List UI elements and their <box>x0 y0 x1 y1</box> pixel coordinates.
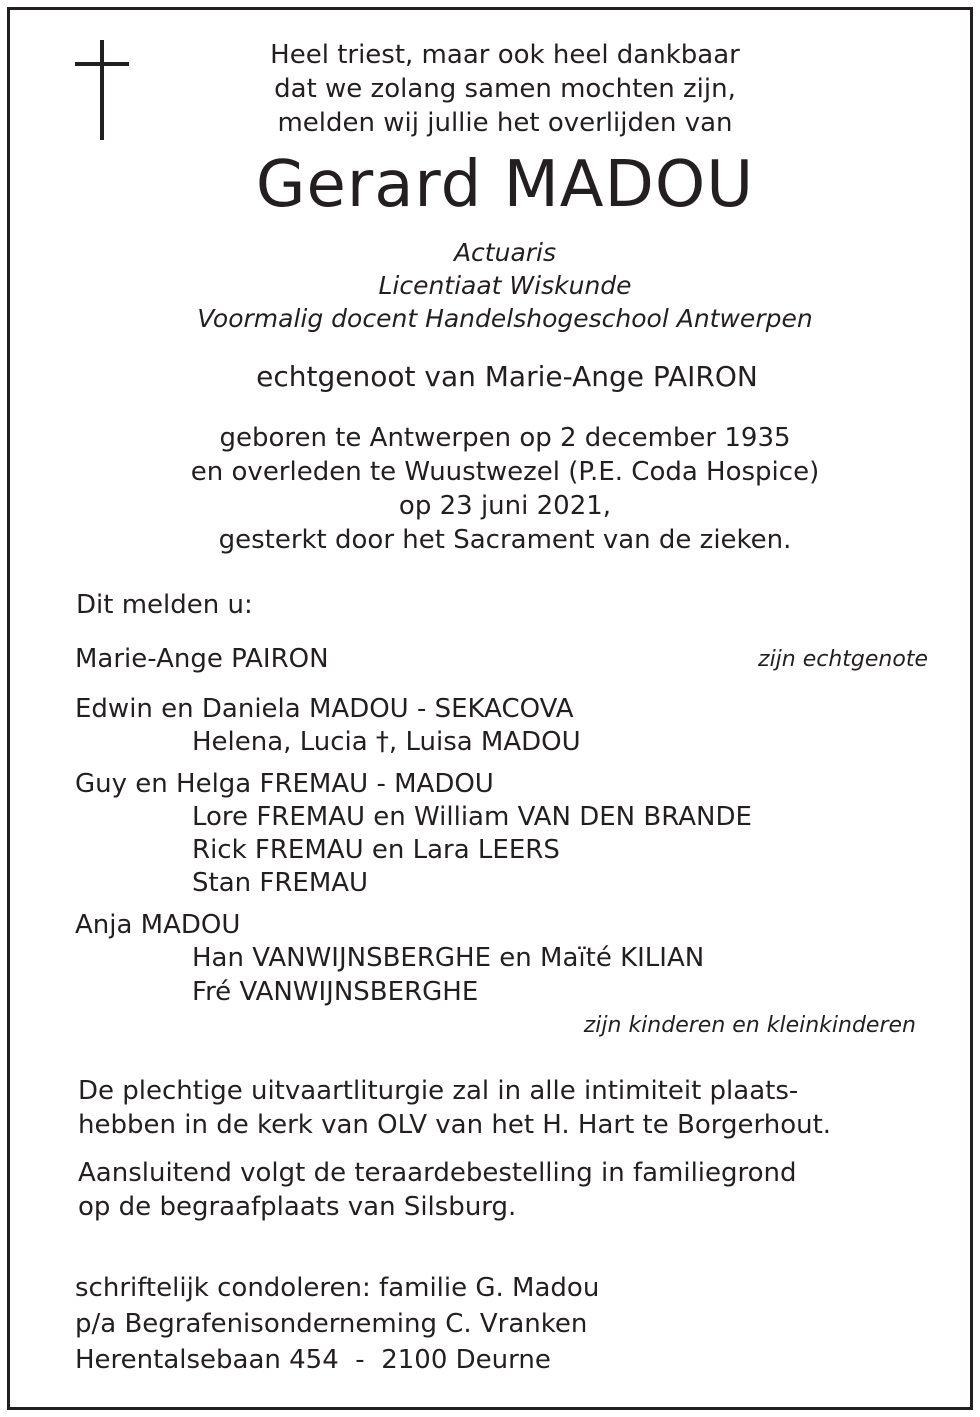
intro-line: melden wij jullie het overlijden van <box>277 108 733 138</box>
intro-text <box>0 38 980 140</box>
date-line: en overleden te Wuustwezel (P.E. Coda Hospice) <box>190 457 820 487</box>
date-line: gesterkt door het Sacrament van de zieken. <box>218 525 792 555</box>
intro-line: Heel triest, maar ook heel dankbaar <box>270 40 740 70</box>
spouse-line: echtgenoot van Marie-Ange PAIRON <box>256 360 758 393</box>
grandchild-line: Fré VANWIJNSBERGHE <box>192 977 479 1007</box>
deceased-titles <box>0 236 980 335</box>
liturgy-paragraph <box>78 1074 831 1142</box>
child-name: Anja MADOU <box>75 910 241 940</box>
children-role: zijn kinderen en kleinkinderen <box>583 1013 916 1038</box>
liturgy-line: hebben in de kerk van OLV van het H. Hart te Borgerhout. <box>78 1110 832 1140</box>
wife-role: zijn echtgenote <box>758 647 928 672</box>
wife-name: Marie-Ange PAIRON <box>75 644 329 674</box>
burial-paragraph <box>78 1156 797 1224</box>
title-line: Actuaris <box>453 238 557 267</box>
contact-line: Herentalsebaan 454 - 2100 Deurne <box>75 1345 551 1375</box>
child-name: Guy en Helga FREMAU - MADOU <box>75 769 494 799</box>
deceased-name: Gerard MADOU <box>255 148 755 222</box>
grandchild-line: Stan FREMAU <box>192 868 369 898</box>
date-line: op 23 juni 2021, <box>398 491 612 521</box>
grandchild-line: Han VANWIJNSBERGHE en Maïté KILIAN <box>192 943 705 973</box>
contact-line: p/a Begrafenisonderneming C. Vranken <box>75 1309 588 1339</box>
title-line: Voormalig docent Handelshogeschool Antwerpen <box>197 304 813 333</box>
contact-line: schriftelijk condoleren: familie G. Madou <box>75 1273 600 1303</box>
intro-line: dat we zolang samen mochten zijn, <box>274 74 736 104</box>
family-intro: Dit melden u: <box>76 590 253 620</box>
grandchild-line: Lore FREMAU en William VAN DEN BRANDE <box>192 802 752 832</box>
liturgy-line: De plechtige uitvaartliturgie zal in alle intimiteit plaats- <box>78 1076 799 1106</box>
title-line: Licentiaat Wiskunde <box>378 271 632 300</box>
grandchild-line: Helena, Lucia †, Luisa MADOU <box>192 727 581 757</box>
burial-line: Aansluitend volgt de teraardebestelling in familiegrond <box>78 1158 797 1188</box>
birth-death-text <box>0 421 980 557</box>
burial-line: op de begraafplaats van Silsburg. <box>78 1192 517 1222</box>
child-name: Edwin en Daniela MADOU - SEKACOVA <box>75 694 574 724</box>
grandchild-line: Rick FREMAU en Lara LEERS <box>192 835 560 865</box>
contact-address <box>75 1270 599 1378</box>
date-line: geboren te Antwerpen op 2 december 1935 <box>219 423 791 453</box>
